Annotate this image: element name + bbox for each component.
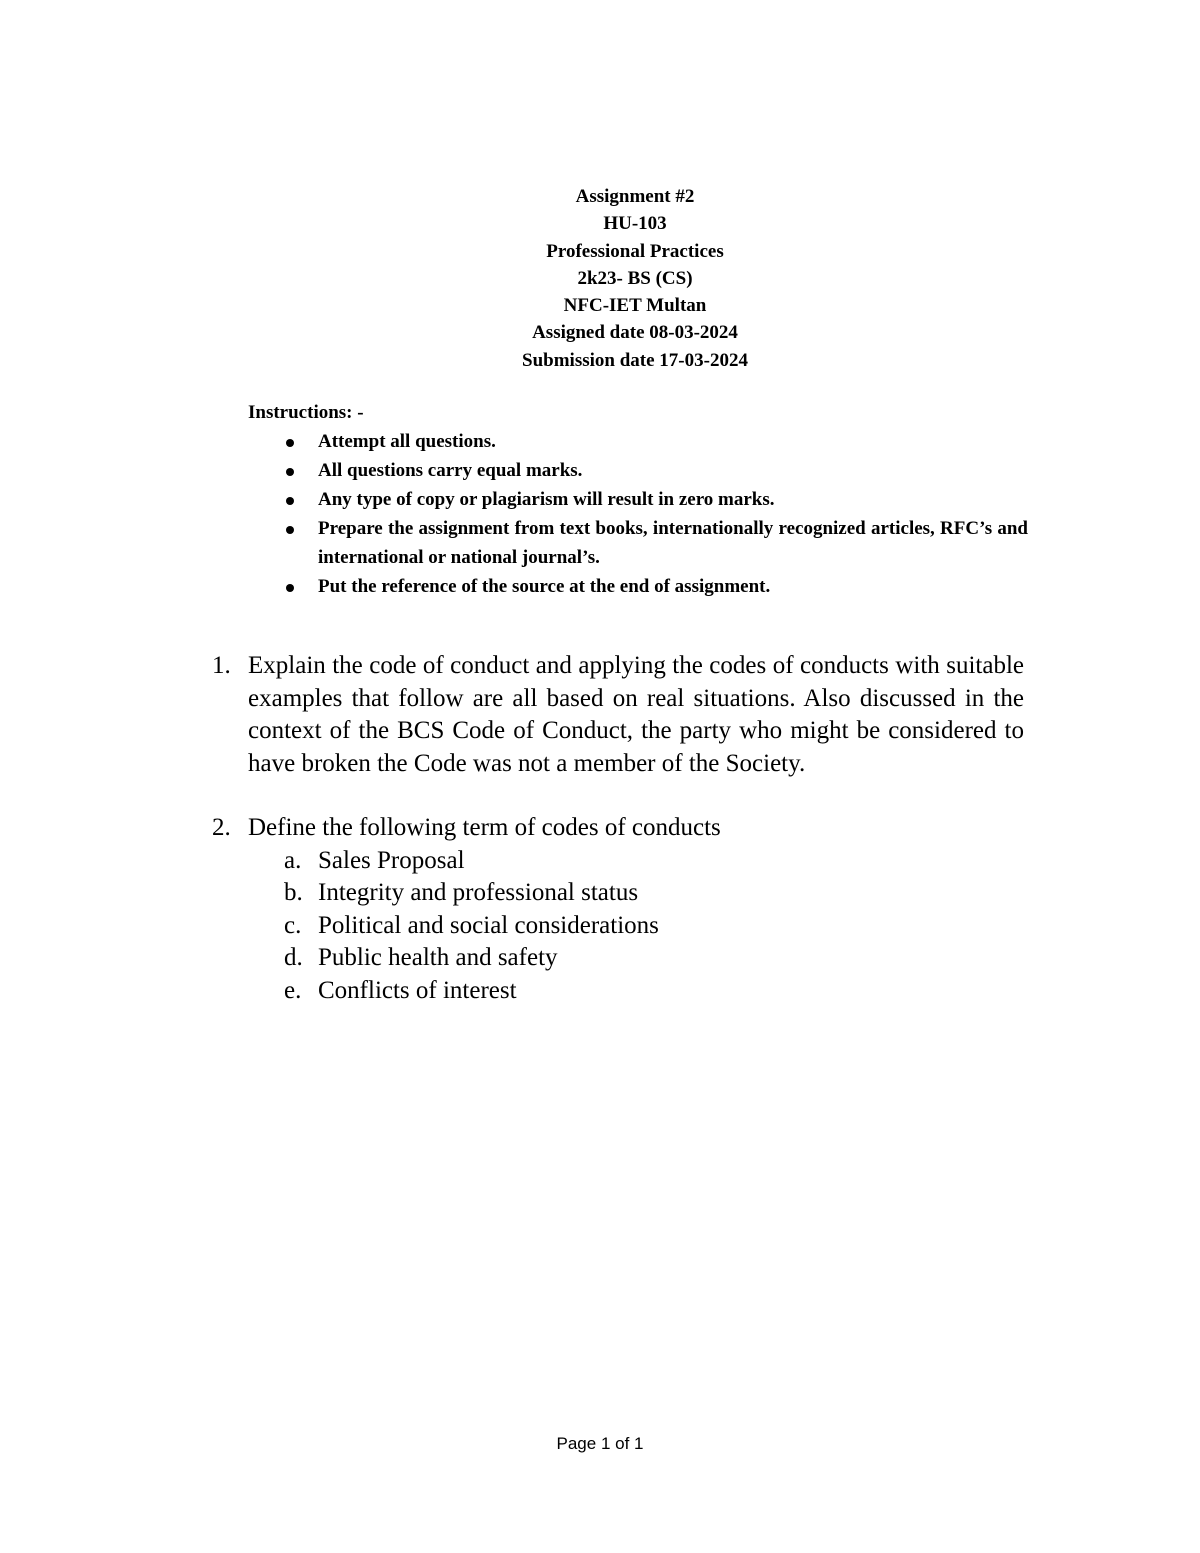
program: 2k23- BS (CS) (577, 267, 693, 289)
assignment-title: Assignment #2 (575, 186, 695, 207)
instruction-text: All questions carry equal marks. (318, 460, 583, 481)
institute: NFC-IET Multan (563, 295, 707, 317)
list-item (248, 975, 1024, 1008)
course-code: HU-103 (603, 213, 667, 235)
list-item (248, 572, 1028, 601)
sub-item-letter: e. (284, 976, 302, 1004)
instructions-list (248, 427, 1028, 601)
list-item (248, 485, 1028, 514)
instructions-title: Instructions: - (248, 402, 364, 423)
instructions-section (248, 398, 1028, 601)
list-item (248, 845, 1024, 878)
bullet-icon (286, 584, 294, 592)
question-text: Explain the code of conduct and applying the codes of conducts with suitable examples that follow are all based on real situations. Also discussed in the context of the BCS Code of Conduct, the party who might be considered to have broken the Code was not a member of the Society. (248, 652, 1024, 777)
sub-item-text: Public health and safety (318, 944, 558, 971)
sub-item-text: Sales Proposal (318, 846, 465, 874)
list-item (248, 456, 1028, 485)
list-item (248, 514, 1028, 572)
instruction-text: Any type of copy or plagiarism will result in zero marks. (318, 489, 775, 510)
bullet-icon (286, 439, 294, 447)
document-header (0, 183, 1200, 374)
question-text: Define the following term of codes of conducts (248, 814, 721, 841)
list-item (248, 877, 1024, 910)
questions-section (212, 650, 1024, 1007)
page-number: Page 1 of 1 (556, 1434, 644, 1453)
sub-items-list (248, 845, 1024, 1008)
instruction-text: Attempt all questions. (318, 431, 496, 452)
question-1 (212, 650, 1024, 780)
instruction-text: Prepare the assignment from text books, internationally recognized articles, RFC’s and international or national journal’s. (318, 518, 1028, 568)
list-item (248, 427, 1028, 456)
bullet-icon (286, 526, 294, 534)
sub-item-letter: a. (284, 846, 302, 874)
instruction-text: Put the reference of the source at the end of assignment. (318, 576, 771, 597)
course-name: Professional Practices (546, 240, 724, 262)
question-number: 1. (212, 652, 231, 679)
list-item (248, 910, 1024, 943)
submission-date: Submission date 17-03-2024 (522, 349, 748, 371)
sub-item-letter: b. (284, 879, 303, 906)
bullet-icon (286, 468, 294, 476)
sub-item-text: Integrity and professional status (318, 879, 639, 906)
question-2 (212, 812, 1024, 1007)
page-footer (0, 1434, 1200, 1454)
bullet-icon (286, 497, 294, 505)
sub-item-letter: c. (284, 911, 302, 939)
sub-item-letter: d. (284, 944, 303, 971)
sub-item-text: Conflicts of interest (318, 976, 517, 1004)
assigned-date: Assigned date 08-03-2024 (532, 322, 738, 344)
question-number: 2. (212, 814, 231, 841)
list-item (248, 942, 1024, 975)
sub-item-text: Political and social considerations (318, 911, 659, 939)
